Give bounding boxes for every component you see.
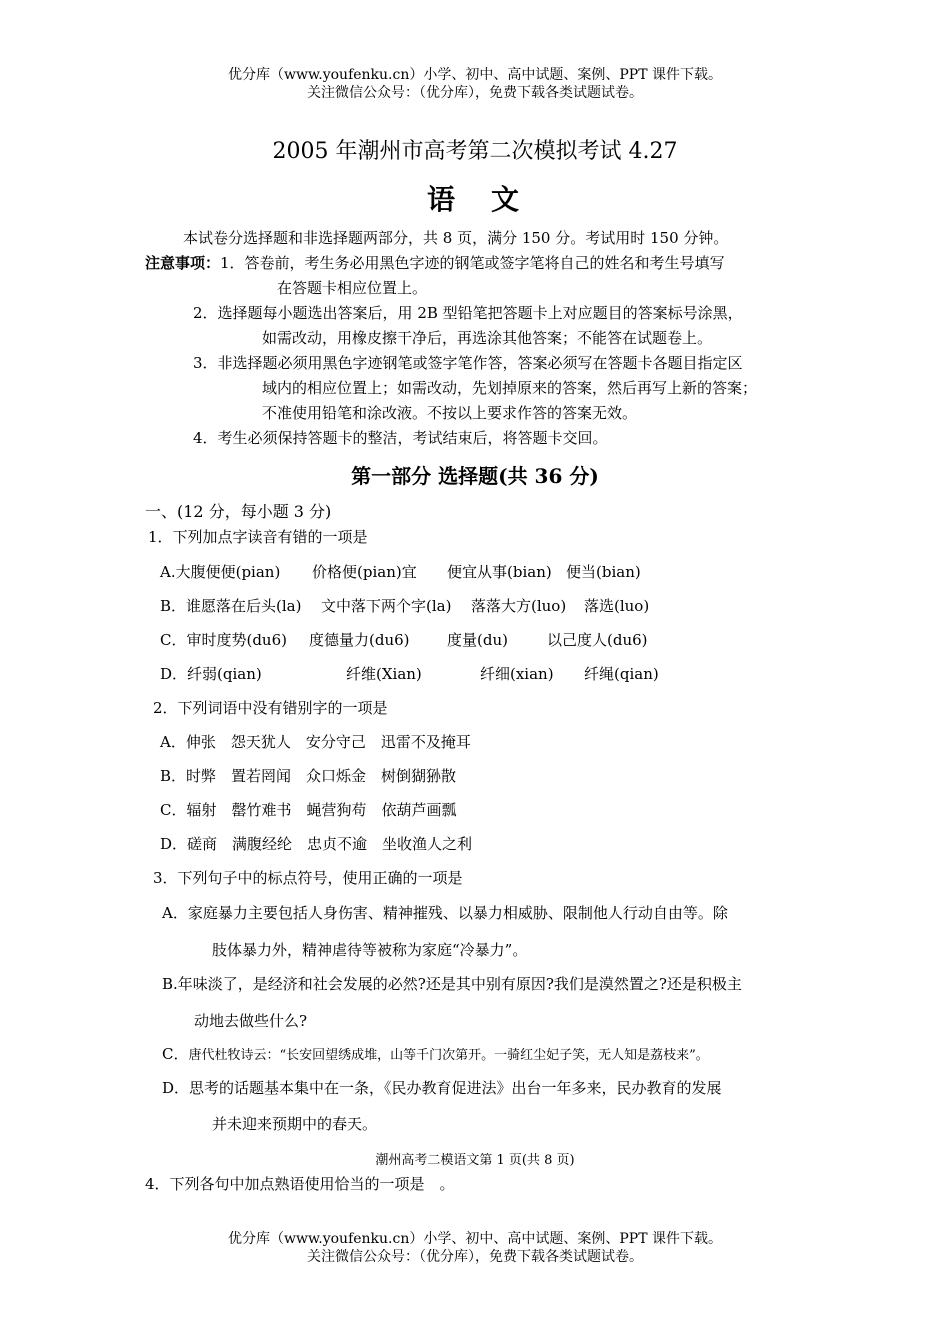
subject-title: 语 文 bbox=[426, 183, 523, 216]
intro-text: 本试卷分选择题和非选择题两部分，共 8 页，满分 150 分。考试用时 150 分钟。 bbox=[183, 229, 729, 247]
q2-option-c: C．辐射 罄竹难书 蝇营狗苟 依葫芦画瓢 bbox=[160, 801, 457, 819]
q3-option-a: A．家庭暴力主要包括人身伤害、精神摧残、以暴力相威胁、限制他人行动自由等。除 bbox=[162, 904, 728, 922]
notice-item-3-cont2: 不准使用铅笔和涂改液。不按以上要求作答的答案无效。 bbox=[262, 404, 638, 422]
notice-item-1-cont: 在答题卡相应位置上。 bbox=[277, 279, 428, 297]
q3-option-c-label: C． bbox=[162, 1045, 189, 1063]
q3-stem: 3．下列句子中的标点符号，使用正确的一项是 bbox=[153, 869, 463, 887]
q3-option-d: D．思考的话题基本集中在一条，《民办教育促进法》出台一年多来，民办教育的发展 bbox=[162, 1079, 722, 1097]
q1-option-a-4: 便当(bian) bbox=[566, 563, 641, 581]
q1-option-d-3: 纤细(xian) bbox=[480, 665, 554, 683]
section-1-heading: 一、(12 分，每小题 3 分) bbox=[145, 502, 332, 521]
q2-option-d: D．磋商 满腹经纶 忠贞不逾 坐收渔人之利 bbox=[160, 835, 473, 853]
q1-option-b-2: 文中落下两个字(la) bbox=[321, 597, 452, 615]
q1-option-a-1: A.大腹便便(pian) bbox=[160, 563, 281, 581]
notice-item-3: 3．非选择题必须用黑色字迹钢笔或签字笔作答，答案必须写在答题卡各题目指定区 bbox=[193, 354, 743, 372]
q1-option-d-2: 纤维(Xian) bbox=[346, 665, 422, 683]
page-number-footer: 潮州高考二模语文第 1 页(共 8 页) bbox=[375, 1153, 575, 1168]
q1-option-b-1: B．谁愿落在后头(la) bbox=[160, 597, 302, 615]
q3-option-c-text: 唐代杜牧诗云：“长安回望绣成堆，山等千门次第开。一骑红尘妃子笑，无人知是荔枝来”。 bbox=[188, 1048, 709, 1063]
q1-option-d-1: D．纤弱(qian) bbox=[160, 665, 262, 683]
notice-item-1: 1．答卷前，考生务必用黑色字迹的钢笔或签字笔将自己的姓名和考生号填写 bbox=[220, 254, 725, 272]
q1-option-b-4: 落选(luo) bbox=[584, 597, 650, 615]
notice-item-3-cont1: 域内的相应位置上；如需改动，先划掉原来的答案，然后再写上新的答案； bbox=[262, 379, 758, 397]
q4-stem: 4．下列各句中加点熟语使用恰当的一项是 。 bbox=[145, 1175, 455, 1193]
header-line-1: 优分库（www.youfenku.cn）小学、初中、高中试题、案例、PPT 课件下载。 bbox=[227, 67, 722, 83]
q3-option-b: B.年味淡了，是经济和社会发展的必然?还是其中别有原因?我们是漠然置之?还是积极主 bbox=[162, 975, 742, 993]
notice-item-2: 2．选择题每小题选出答案后，用 2B 型铅笔把答题卡上对应题目的答案标号涂黑， bbox=[193, 304, 743, 322]
q1-option-c-2: 度德量力(du6) bbox=[309, 631, 410, 649]
q1-option-c-4: 以己度人(du6) bbox=[547, 631, 648, 649]
q1-option-a-2: 价格便(pian)宜 bbox=[312, 563, 417, 581]
q3-option-a-cont: 肢体暴力外，精神虐待等被称为家庭“冷暴力”。 bbox=[212, 941, 528, 959]
footer-line-2: 关注微信公众号：（优分库），免费下载各类试题试卷。 bbox=[307, 1249, 643, 1265]
q1-option-d-4: 纤绳(qian) bbox=[584, 665, 659, 683]
q1-option-b-3: 落落大方(luo) bbox=[471, 597, 567, 615]
q1-option-c-1: C．审时度势(du6) bbox=[160, 631, 287, 649]
exam-title: 2005 年潮州市高考第二次模拟考试 4.27 bbox=[272, 139, 678, 164]
footer-line-1: 优分库（www.youfenku.cn）小学、初中、高中试题、案例、PPT 课件下载。 bbox=[227, 1231, 722, 1247]
q1-option-c-3: 度量(du) bbox=[447, 631, 508, 649]
notice-item-4: 4．考生必须保持答题卡的整洁，考试结束后，将答题卡交回。 bbox=[193, 429, 608, 447]
q2-option-b: B．时弊 置若罔闻 众口烁金 树倒猢狲散 bbox=[160, 767, 457, 785]
q3-option-d-cont: 并未迎来预期中的春天。 bbox=[212, 1115, 378, 1133]
notice-label: 注意事项： bbox=[145, 254, 221, 272]
q2-stem: 2．下列词语中没有错别字的一项是 bbox=[153, 699, 388, 717]
part1-title: 第一部分 选择题(共 36 分) bbox=[351, 464, 599, 488]
q2-option-a: A．伸张 怨天犹人 安分守己 迅雷不及掩耳 bbox=[160, 733, 471, 751]
header-line-2: 关注微信公众号：（优分库），免费下载各类试题试卷。 bbox=[307, 85, 643, 101]
notice-item-2-cont: 如需改动，用橡皮擦干净后，再选涂其他答案；不能答在试题卷上。 bbox=[262, 329, 713, 347]
q1-stem: 1．下列加点字读音有错的一项是 bbox=[148, 528, 368, 546]
notice-block bbox=[145, 252, 725, 273]
q3-option-c bbox=[162, 1043, 709, 1064]
q3-option-b-cont: 动地去做些什么? bbox=[194, 1012, 308, 1030]
q1-option-a-3: 便宜从事(bian) bbox=[447, 563, 552, 581]
